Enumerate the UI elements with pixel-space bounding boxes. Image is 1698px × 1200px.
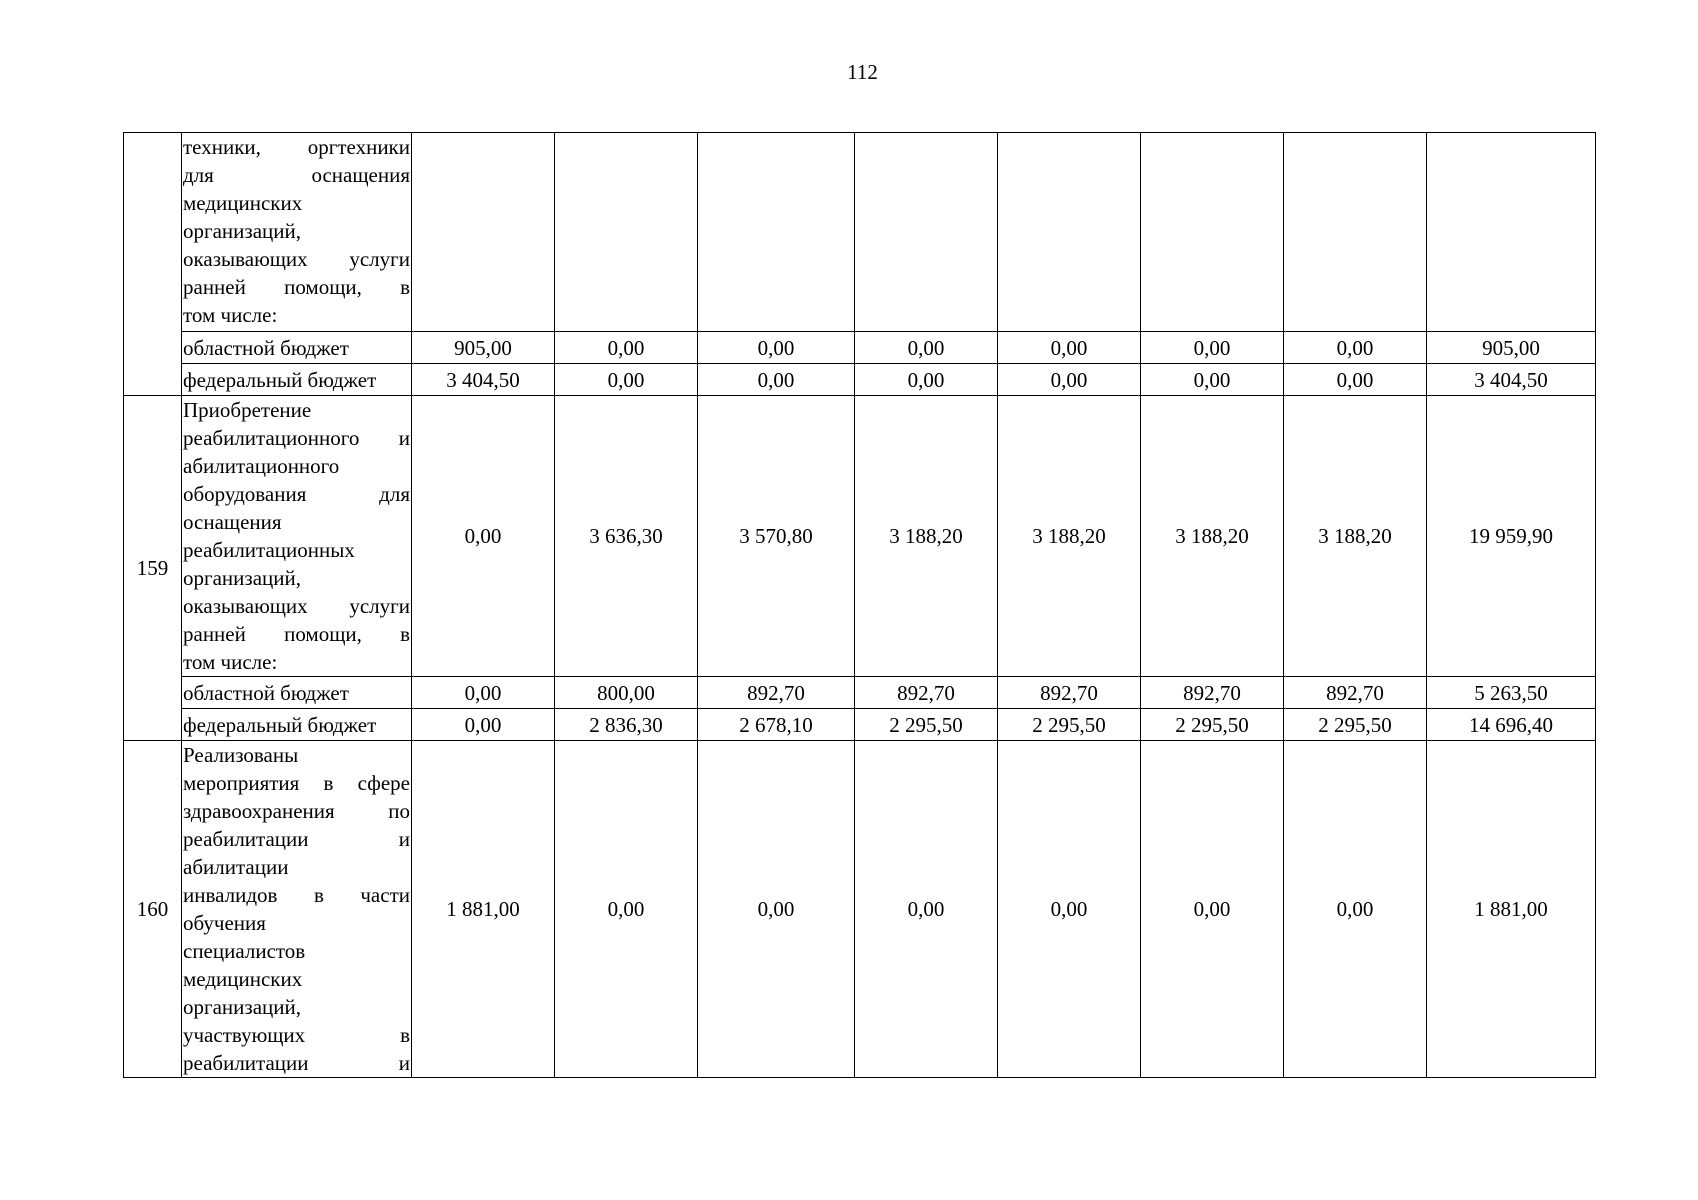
table-row: [124, 741, 1596, 1078]
row-index: 160: [124, 741, 182, 1078]
value-cell: [412, 133, 555, 332]
value-cell: 0,00: [1284, 364, 1427, 396]
description-line: оказывающих услуги: [183, 594, 410, 618]
description-line: здравоохранения по: [183, 799, 410, 823]
value-cell: 0,00: [998, 741, 1141, 1078]
row-index: 159: [124, 396, 182, 741]
value-cell: 1 881,00: [412, 741, 555, 1078]
value-cell: 1 881,00: [1427, 741, 1596, 1078]
value-cell: 0,00: [1141, 332, 1284, 364]
table-row: [124, 133, 1596, 332]
description-line: ранней помощи, в: [183, 622, 410, 646]
row-description: [182, 741, 412, 1078]
value-cell: 2 295,50: [1284, 709, 1427, 741]
value-cell: 3 570,80: [698, 396, 855, 677]
budget-sub-row: [124, 677, 1596, 709]
budget-sub-row: [124, 332, 1596, 364]
value-cell: 3 404,50: [412, 364, 555, 396]
value-cell: 0,00: [555, 364, 698, 396]
budget-sub-row: [124, 709, 1596, 741]
value-cell: 800,00: [555, 677, 698, 709]
value-cell: 0,00: [998, 364, 1141, 396]
value-cell: 2 295,50: [855, 709, 998, 741]
value-cell: 0,00: [855, 332, 998, 364]
description-line: оказывающих услуги: [183, 247, 410, 271]
description-line: ранней помощи, в: [183, 275, 410, 299]
description-line: медицинских: [183, 191, 303, 215]
value-cell: 0,00: [1141, 364, 1284, 396]
budget-source-label: областной бюджет: [182, 332, 412, 364]
table-body: [124, 133, 1596, 1078]
description-line: абилитационного: [183, 454, 340, 478]
value-cell: 19 959,90: [1427, 396, 1596, 677]
value-cell: 0,00: [555, 332, 698, 364]
description-line: оборудования для: [183, 482, 410, 506]
description-line: оснащения: [183, 510, 282, 534]
value-cell: 0,00: [998, 332, 1141, 364]
value-cell: 3 188,20: [998, 396, 1141, 677]
value-cell: 2 836,30: [555, 709, 698, 741]
value-cell: 0,00: [412, 709, 555, 741]
value-cell: 5 263,50: [1427, 677, 1596, 709]
value-cell: 0,00: [412, 677, 555, 709]
value-cell: 3 188,20: [1284, 396, 1427, 677]
value-cell: [1284, 133, 1427, 332]
description-line: Приобретение: [183, 398, 312, 422]
description-line: участвующих в: [183, 1023, 410, 1047]
value-cell: 892,70: [1141, 677, 1284, 709]
value-cell: 0,00: [855, 364, 998, 396]
description-line: реабилитации и: [183, 827, 410, 851]
description-line: мероприятия в сфере: [183, 771, 410, 795]
description-line: специалистов: [183, 939, 306, 963]
value-cell: 2 678,10: [698, 709, 855, 741]
value-cell: 3 188,20: [855, 396, 998, 677]
budget-table: [123, 132, 1596, 1078]
description-line: Реализованы: [183, 743, 299, 767]
value-cell: 0,00: [1141, 741, 1284, 1078]
value-cell: 0,00: [412, 396, 555, 677]
budget-source-label: федеральный бюджет: [182, 364, 412, 396]
value-cell: 905,00: [1427, 332, 1596, 364]
value-cell: [698, 133, 855, 332]
value-cell: 0,00: [698, 364, 855, 396]
description-line: том числе:: [183, 303, 278, 327]
value-cell: 2 295,50: [1141, 709, 1284, 741]
value-cell: 0,00: [1284, 741, 1427, 1078]
description-line: для оснащения: [183, 163, 410, 187]
description-line: медицинских: [183, 967, 303, 991]
row-description: [182, 396, 412, 677]
description-line: обучения: [183, 911, 266, 935]
value-cell: 3 188,20: [1141, 396, 1284, 677]
value-cell: 0,00: [1284, 332, 1427, 364]
value-cell: 892,70: [855, 677, 998, 709]
description-line: абилитации: [183, 855, 289, 879]
description-line: организаций,: [183, 566, 301, 590]
value-cell: [1141, 133, 1284, 332]
value-cell: 2 295,50: [998, 709, 1141, 741]
row-description: [182, 133, 412, 332]
value-cell: [1427, 133, 1596, 332]
value-cell: 0,00: [555, 741, 698, 1078]
table-row: [124, 396, 1596, 677]
value-cell: [998, 133, 1141, 332]
budget-source-label: областной бюджет: [182, 677, 412, 709]
description-line: реабилитационных: [183, 538, 355, 562]
description-line: инвалидов в части: [183, 883, 410, 907]
description-line: реабилитации и: [183, 1051, 410, 1075]
value-cell: [555, 133, 698, 332]
value-cell: 892,70: [698, 677, 855, 709]
description-line: реабилитационного и: [183, 426, 410, 450]
budget-sub-row: [124, 364, 1596, 396]
page-number: 112: [847, 60, 878, 84]
description-line: организаций,: [183, 995, 301, 1019]
value-cell: 14 696,40: [1427, 709, 1596, 741]
description-line: организаций,: [183, 219, 301, 243]
value-cell: 905,00: [412, 332, 555, 364]
description-line: том числе:: [183, 650, 278, 674]
value-cell: 0,00: [698, 741, 855, 1078]
row-index: [124, 133, 182, 396]
description-line: техники, оргтехники: [183, 135, 410, 159]
budget-source-label: федеральный бюджет: [182, 709, 412, 741]
value-cell: 3 636,30: [555, 396, 698, 677]
value-cell: 892,70: [1284, 677, 1427, 709]
value-cell: 0,00: [855, 741, 998, 1078]
value-cell: [855, 133, 998, 332]
value-cell: 892,70: [998, 677, 1141, 709]
value-cell: 3 404,50: [1427, 364, 1596, 396]
value-cell: 0,00: [698, 332, 855, 364]
